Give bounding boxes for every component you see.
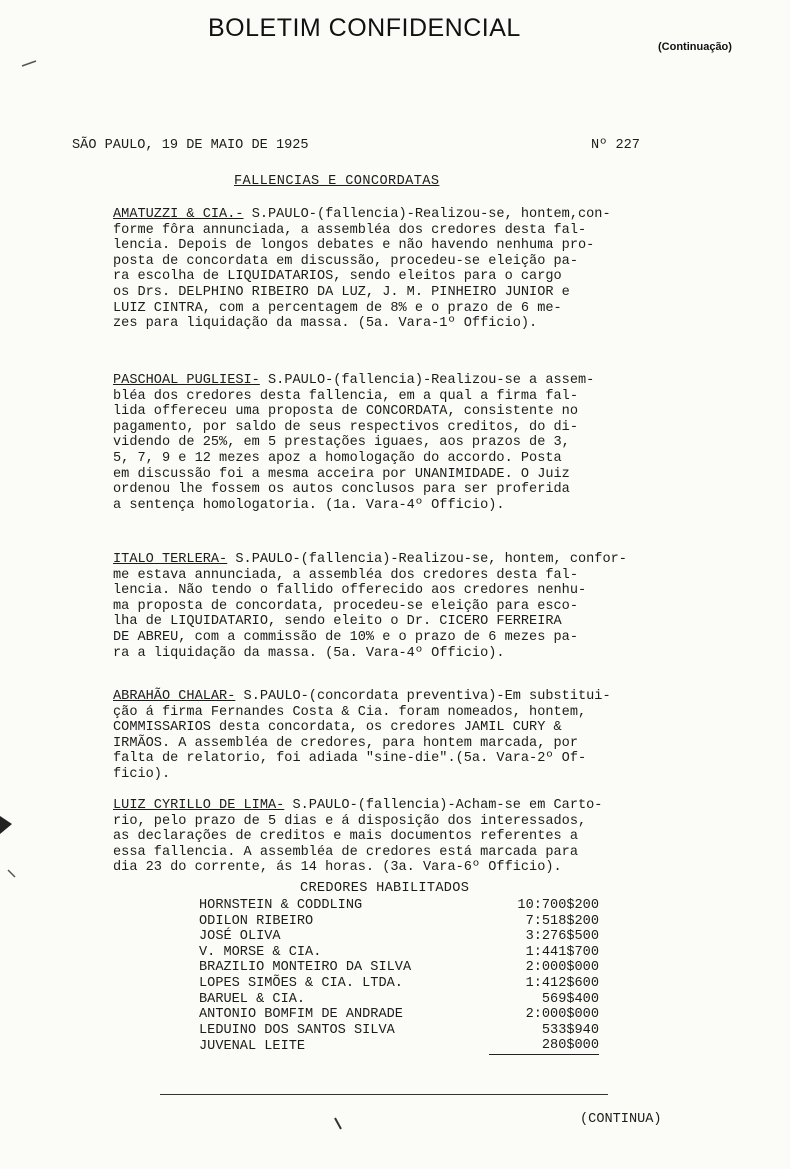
creditor-name: BARUEL & CIA. bbox=[199, 991, 306, 1007]
scan-mark bbox=[6, 868, 18, 880]
continua-label: (CONTINUA) bbox=[580, 1112, 662, 1127]
entry-text: forme fôra annunciada, a assembléa dos credores desta fal- lencia. Depois de longos debates e não havendo nenhuma pro- posta de concordata em discussão, procedeu-se eleição pa- ra escolha de LIQUIDATARIOS, sendo eleitos para o cargo os Drs. DELPHINO RIBEIRO DA LUZ, J. M. PINHEIRO JUNIOR e LUIZ CINTRA, com a percentagem de 8% e o prazo de 6 me- zes para liquidação da massa. (5a. Vara-1º Officio). bbox=[113, 222, 595, 332]
table-row bbox=[199, 929, 599, 945]
table-row bbox=[199, 945, 599, 961]
creditors-title: CREDORES HABILITADOS bbox=[300, 881, 470, 896]
entry-text: ção á firma Fernandes Costa & Cia. foram nomeados, hontem, COMMISSARIOS desta concordata, os credores JAMIL CURY & IRMÃOS. A assembléa de credores, para hontem marcada, por falta de relatorio, foi adiada "sine-die".(5a. Vara-2º Of- ficio). bbox=[113, 704, 587, 782]
creditor-amount: 1:412$600 bbox=[525, 975, 599, 991]
entry-cyrillo bbox=[113, 798, 713, 876]
entry-text-first: S.PAULO-(fallencia)-Realizou-se, hontem, confor- bbox=[227, 552, 627, 567]
entry-pugliesi bbox=[113, 373, 713, 513]
table-row bbox=[199, 914, 599, 930]
creditor-amount: 533$940 bbox=[541, 1022, 599, 1038]
entry-name: LUIZ CYRILLO DE LIMA- bbox=[113, 798, 285, 813]
creditor-amount: 280$000 bbox=[489, 1038, 599, 1054]
entry-text-first: S.PAULO-(fallencia)-Realizou-se a assem- bbox=[259, 373, 595, 388]
table-row bbox=[199, 960, 599, 976]
creditor-name: LEDUINO DOS SANTOS SILVA bbox=[199, 1022, 395, 1038]
entry-text: bléa dos credores desta fallencia, em a qual a firma fal- lida offereceu uma proposta de CONCORDATA, consistente no pagamento, por saldo de seus respectivos creditos, do di- videndo de 25%, em 5 prestações iguaes, aos prazos de 3, 5, 7, 9 e 12 mezes apoz a homologação do accordo. Posta em discussão foi a mesma acceira por UNANIMIDADE. O Juiz ordenou lhe fossem os autos conclusos para ser proferida a sentença homologatoria. (1a. Vara-4º Officio). bbox=[113, 388, 578, 513]
entry-first-line bbox=[113, 798, 713, 814]
entry-name: PASCHOAL PUGLIESI- bbox=[113, 373, 260, 388]
creditor-amount: 10:700$200 bbox=[517, 898, 599, 913]
creditor-amount: 569$400 bbox=[541, 991, 599, 1007]
creditor-amount: 2:000$000 bbox=[525, 1007, 599, 1023]
creditor-name: JUVENAL LEITE bbox=[199, 1038, 306, 1054]
divider-line bbox=[160, 1094, 608, 1095]
dateline: SÃO PAULO, 19 DE MAIO DE 1925 bbox=[72, 138, 309, 153]
scan-mark bbox=[0, 812, 16, 838]
entry-name: ABRAHÃO CHALAR- bbox=[113, 689, 236, 704]
table-row bbox=[199, 1038, 599, 1054]
entry-first-line bbox=[113, 373, 713, 389]
table-row bbox=[199, 992, 599, 1008]
table-row bbox=[199, 1007, 599, 1023]
table-row bbox=[199, 976, 599, 992]
entry-first-line bbox=[113, 207, 713, 223]
entry-first-line bbox=[113, 552, 713, 568]
page-title: BOLETIM CONFIDENCIAL bbox=[208, 14, 521, 42]
entry-text-first: S.PAULO-(fallencia)-Realizou-se, hontem,con- bbox=[243, 207, 611, 222]
creditor-name: BRAZILIO MONTEIRO DA SILVA bbox=[199, 960, 412, 976]
creditor-name: HORNSTEIN & CODDLING bbox=[199, 898, 363, 913]
creditor-name: ANTONIO BOMFIM DE ANDRADE bbox=[199, 1007, 403, 1023]
creditors-table bbox=[199, 898, 599, 1055]
creditor-amount: 1:441$700 bbox=[525, 944, 599, 960]
entry-chalar bbox=[113, 689, 713, 783]
section-title: FALLENCIAS E CONCORDATAS bbox=[234, 174, 440, 189]
creditor-name: JOSÉ OLIVA bbox=[199, 929, 281, 945]
continuation-label: (Continuação) bbox=[658, 41, 732, 53]
creditor-name: ODILON RIBEIRO bbox=[199, 913, 314, 929]
scan-mark bbox=[333, 1116, 345, 1132]
entry-text: rio, pelo prazo de 5 dias e á disposição dos interessados, as declarações de creditos e mais documentos referentes a essa fallencia. A assembléa de credores está marcada para dia 23 do corrente, ás 14 horas. (3a. Vara-6º Officio). bbox=[113, 813, 587, 876]
entry-name: AMATUZZI & CIA.- bbox=[113, 207, 244, 222]
creditor-amount: 2:000$000 bbox=[525, 960, 599, 976]
entry-text-first: S.PAULO-(concordata preventiva)-Em substitui- bbox=[235, 689, 611, 704]
creditor-amount: 3:276$500 bbox=[525, 929, 599, 945]
entry-first-line bbox=[113, 689, 713, 705]
creditor-name: V. MORSE & CIA. bbox=[199, 944, 322, 960]
entry-text: me estava annunciada, a assembléa dos credores desta fal- lencia. Não tendo o fallido offerecido aos credores nenhu- ma proposta de concordata, procedeu-se eleição para esco- lha de LIQUIDATARIO, sendo eleito o Dr. CICERO FERREIRA DE ABREU, com a commissão de 10% e o prazo de 6 mezes pa- ra a liquidação da massa. (5a. Vara-4º Officio). bbox=[113, 567, 587, 661]
scan-mark bbox=[20, 58, 40, 68]
table-row bbox=[199, 898, 599, 914]
creditor-name: LOPES SIMÕES & CIA. LTDA. bbox=[199, 975, 403, 991]
entry-amatuzzi bbox=[113, 207, 713, 332]
bulletin-number: Nº 227 bbox=[591, 138, 640, 153]
entry-text-first: S.PAULO-(fallencia)-Acham-se em Carto- bbox=[284, 798, 603, 813]
creditor-amount: 7:518$200 bbox=[525, 913, 599, 929]
entry-terlera bbox=[113, 552, 713, 661]
entry-name: ITALO TERLERA- bbox=[113, 552, 228, 567]
table-row bbox=[199, 1023, 599, 1039]
